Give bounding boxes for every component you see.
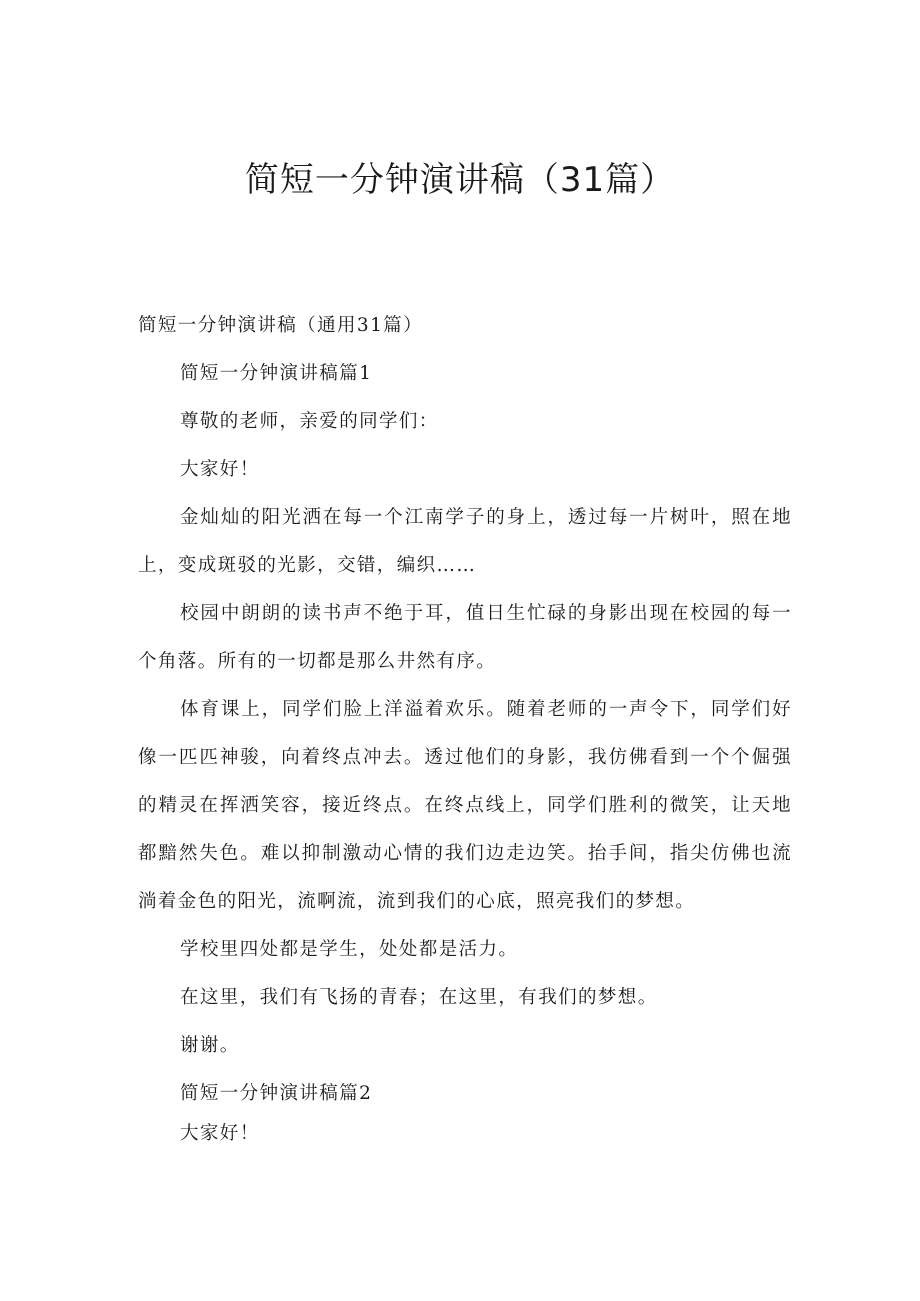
greeting: 大家好！ — [180, 459, 260, 480]
closing: 谢谢。 — [180, 1035, 240, 1056]
document-subtitle: 简短一分钟演讲稿（通用31篇） — [138, 315, 424, 336]
paragraph: 校园中朗朗的读书声不绝于耳，值日生忙碌的身影出现在校园的每一个角落。所有的一切都是那么井然有序。 — [138, 603, 792, 672]
paragraph: 在这里，我们有飞扬的青春；在这里，有我们的梦想。 — [180, 987, 658, 1008]
section-heading: 简短一分钟演讲稿篇2 — [180, 1083, 373, 1104]
document-title: 简短一分钟演讲稿（31篇） — [244, 160, 676, 200]
paragraph: 学校里四处都是学生，处处都是活力。 — [180, 939, 519, 960]
greeting: 大家好！ — [180, 1123, 260, 1144]
paragraph: 金灿灿的阳光洒在每一个江南学子的身上，透过每一片树叶，照在地上，变成斑驳的光影，交错，编织…… — [138, 507, 792, 576]
paragraph: 体育课上，同学们脸上洋溢着欢乐。随着老师的一声令下，同学们好像一匹匹神骏，向着终点冲去。透过他们的身影，我仿佛看到一个个倔强的精灵在挥洒笑容，接近终点。在终点线上，同学们胜利的微笑，让天地都黯然失色。难以抑制激动心情的我们边走边笑。抬手间，指尖仿佛也流淌着金色的阳光，流啊流，流到我们的心底，照亮我们的梦想。 — [138, 699, 792, 912]
document-body — [138, 302, 792, 1158]
salutation: 尊敬的老师，亲爱的同学们： — [180, 411, 439, 432]
section-heading: 简短一分钟演讲稿篇1 — [180, 363, 373, 384]
